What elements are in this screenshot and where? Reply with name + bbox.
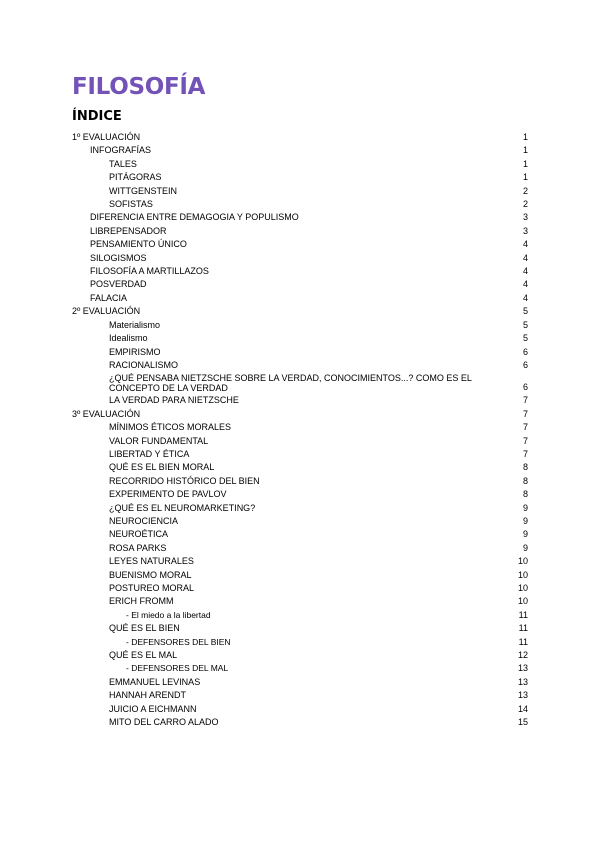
toc-entry-page-number: 1 xyxy=(522,132,528,142)
toc-entry[interactable] xyxy=(72,238,528,251)
toc-entry-page-number: 9 xyxy=(522,502,528,513)
toc-entry-label: SOFISTAS xyxy=(109,199,153,210)
toc-entry-label: NEUROCIENCIA xyxy=(109,515,179,526)
toc-entry-label: BUENISMO MORAL xyxy=(109,569,192,580)
toc-entry-page-number: 1 xyxy=(522,158,528,169)
toc-entry[interactable] xyxy=(72,662,528,675)
toc-entry[interactable] xyxy=(72,435,528,448)
toc-entry[interactable] xyxy=(72,265,528,278)
toc-entry-label: POSTUREO MORAL xyxy=(109,583,195,593)
toc-entry-label: ERICH FROMM xyxy=(109,596,174,607)
toc-entry-label: PITÁGORAS xyxy=(109,172,162,183)
toc-entry[interactable] xyxy=(72,421,528,434)
toc-entry-label: EXPERIMENTO DE PAVLOV xyxy=(109,489,227,500)
index-heading: ÍNDICE xyxy=(72,109,122,124)
toc-entry-label: HANNAH ARENDT xyxy=(109,690,187,701)
toc-entry-page-number: 7 xyxy=(522,448,528,459)
toc-entry[interactable] xyxy=(72,278,528,291)
toc-entry-label: VALOR FUNDAMENTAL xyxy=(109,435,209,446)
toc-entry[interactable] xyxy=(72,408,528,421)
toc-entry-page-number: 4 xyxy=(522,279,528,290)
toc-entry-page-number: 8 xyxy=(522,489,528,500)
toc-entry-label: TALES xyxy=(109,158,137,169)
toc-entry-label: INFOGRAFÍAS xyxy=(90,145,152,156)
toc-entry[interactable] xyxy=(72,609,528,622)
toc-entry-page-number: 10 xyxy=(517,556,528,567)
toc-entry[interactable] xyxy=(72,144,528,157)
toc-entry-label: WITTGENSTEIN xyxy=(109,185,177,196)
toc-entry[interactable] xyxy=(72,502,528,515)
toc-entry-page-number: 13 xyxy=(517,690,528,701)
toc-entry-label: POSVERDAD xyxy=(90,279,147,290)
document-title: FILOSOFÍA xyxy=(72,74,206,100)
toc-entry-label: DIFERENCIA ENTRE DEMAGOGIA Y POPULISMO xyxy=(90,212,299,223)
toc-entry[interactable] xyxy=(72,305,528,318)
toc-entry-page-number: 14 xyxy=(517,703,528,714)
toc-entry-page-number: 7 xyxy=(522,435,528,446)
toc-entry-page-number: 3 xyxy=(522,225,528,236)
toc-entry-label: QUÉ ES EL MAL xyxy=(109,650,178,661)
toc-entry-page-number: 15 xyxy=(517,717,528,728)
toc-entry-label: - DEFENSORES DEL MAL xyxy=(126,663,229,674)
toc-entry-page-number: 11 xyxy=(518,623,528,634)
toc-entry-page-number: 8 xyxy=(522,462,528,473)
toc-entry-label: ROSA PARKS xyxy=(109,542,167,553)
toc-entry-page-number: 8 xyxy=(522,475,528,486)
toc-entry-label: QUÉ ES EL BIEN xyxy=(109,623,180,634)
toc-entry[interactable] xyxy=(72,582,528,595)
toc-entry[interactable] xyxy=(72,211,528,224)
toc-entry-page-number: 1 xyxy=(522,172,528,183)
toc-entry[interactable] xyxy=(72,542,528,555)
toc-entry-label: LEYES NATURALES xyxy=(109,556,194,567)
toc-entry-page-number: 9 xyxy=(522,529,528,540)
toc-entry[interactable] xyxy=(72,515,528,528)
toc-entry-label: Idealismo xyxy=(109,333,148,344)
toc-entry[interactable] xyxy=(72,636,528,649)
toc-entry-label: EMMANUEL LEVINAS xyxy=(109,676,201,687)
toc-entry-page-number: 7 xyxy=(522,408,528,419)
toc-entry-page-number: 6 xyxy=(522,346,528,357)
toc-entry-page-number: 11 xyxy=(518,609,528,620)
toc-entry-page-number: 3 xyxy=(522,212,528,223)
toc-entry[interactable] xyxy=(72,676,528,689)
toc-entry[interactable] xyxy=(72,185,528,198)
toc-entry-page-number: 2 xyxy=(522,185,528,196)
toc-entry[interactable] xyxy=(72,649,528,662)
toc-entry-page-number: 5 xyxy=(522,319,528,330)
toc-entry-label: QUÉ ES EL BIEN MORAL xyxy=(109,462,215,473)
toc-entry-page-number: 5 xyxy=(522,333,528,344)
toc-entry-label: 2º EVALUACIÓN xyxy=(72,306,141,317)
toc-entry[interactable] xyxy=(72,569,528,582)
toc-entry-label: 1º EVALUACIÓN xyxy=(72,132,141,142)
toc-entry-page-number: 10 xyxy=(517,583,528,593)
toc-entry-page-number: 1 xyxy=(522,145,528,156)
toc-entry[interactable] xyxy=(72,332,528,345)
toc-entry-label: FILOSOFÍA A MARTILLAZOS xyxy=(90,266,209,277)
toc-entry[interactable] xyxy=(72,475,528,488)
toc-entry-page-number: 6 xyxy=(522,381,528,392)
toc-entry[interactable] xyxy=(72,555,528,568)
toc-entry[interactable] xyxy=(72,394,528,407)
toc-entry-label: ¿QUÉ ES EL NEUROMARKETING? xyxy=(109,502,256,513)
toc-entry-label: - El miedo a la libertad xyxy=(126,609,211,620)
toc-entry-label: MÍNIMOS ÉTICOS MORALES xyxy=(109,422,232,433)
toc-entry-page-number: 6 xyxy=(522,359,528,370)
toc-entry-page-number: 10 xyxy=(517,596,528,607)
table-of-contents xyxy=(72,131,528,729)
toc-entry-page-number: 12 xyxy=(517,650,528,661)
toc-entry-label: LIBERTAD Y ÉTICA xyxy=(109,448,190,459)
toc-entry[interactable] xyxy=(72,171,528,184)
toc-entry[interactable] xyxy=(72,292,528,305)
toc-entry-page-number: 4 xyxy=(522,239,528,250)
toc-entry-page-number: 13 xyxy=(517,663,528,674)
toc-entry-page-number: 9 xyxy=(522,542,528,553)
toc-entry-page-number: 11 xyxy=(518,636,528,647)
toc-entry[interactable] xyxy=(72,359,528,372)
toc-entry-label: JUICIO A EICHMANN xyxy=(109,703,197,714)
toc-entry-page-number: 4 xyxy=(522,266,528,277)
toc-entry-label: EMPIRISMO xyxy=(109,346,161,357)
toc-entry-page-number: 5 xyxy=(522,306,528,317)
toc-entry-label: RACIONALISMO xyxy=(109,359,179,370)
toc-entry[interactable] xyxy=(72,346,528,359)
toc-entry-label: MITO DEL CARRO ALADO xyxy=(109,717,219,728)
toc-entry[interactable] xyxy=(72,225,528,238)
toc-entry[interactable] xyxy=(72,703,528,716)
toc-entry[interactable] xyxy=(72,448,528,461)
toc-entry-page-number: 9 xyxy=(522,515,528,526)
toc-entry[interactable] xyxy=(72,622,528,635)
toc-entry-label: 3º EVALUACIÓN xyxy=(72,408,141,419)
toc-entry[interactable] xyxy=(72,372,528,394)
toc-entry-label: Materialismo xyxy=(109,319,161,330)
toc-entry-page-number: 7 xyxy=(522,422,528,433)
toc-entry-label: RECORRIDO HISTÓRICO DEL BIEN xyxy=(109,475,260,486)
toc-entry[interactable] xyxy=(72,461,528,474)
toc-entry-label: SILOGISMOS xyxy=(90,252,147,263)
toc-entry[interactable] xyxy=(72,319,528,332)
toc-entry-label: NEUROÉTICA xyxy=(109,529,169,540)
toc-entry[interactable] xyxy=(72,689,528,702)
toc-entry-page-number: 7 xyxy=(522,395,528,406)
toc-entry-page-number: 2 xyxy=(522,199,528,210)
toc-entry[interactable] xyxy=(72,158,528,171)
toc-entry-page-number: 13 xyxy=(517,676,528,687)
toc-entry[interactable] xyxy=(72,252,528,265)
toc-entry[interactable] xyxy=(72,716,528,729)
toc-entry-label: ¿QUÉ PENSABA NIETZSCHE SOBRE LA VERDAD, CONOCIMIENTOS...? COMO ES EL CONCEPTO DE LA VERDAD xyxy=(109,373,472,394)
toc-entry[interactable] xyxy=(72,131,528,144)
toc-entry-label: - DEFENSORES DEL BIEN xyxy=(126,636,231,647)
toc-entry-page-number: 10 xyxy=(517,569,528,580)
toc-entry-label: LA VERDAD PARA NIETZSCHE xyxy=(109,395,239,406)
toc-entry-page-number: 4 xyxy=(522,292,528,303)
toc-entry[interactable] xyxy=(72,595,528,608)
toc-entry-label: PENSAMIENTO ÚNICO xyxy=(90,239,187,250)
toc-entry[interactable] xyxy=(72,198,528,211)
toc-entry-label: LIBREPENSADOR xyxy=(90,225,167,236)
toc-entry-label: FALACIA xyxy=(90,292,128,303)
toc-entry[interactable] xyxy=(72,488,528,501)
toc-entry-page-number: 4 xyxy=(522,252,528,263)
toc-entry[interactable] xyxy=(72,528,528,541)
